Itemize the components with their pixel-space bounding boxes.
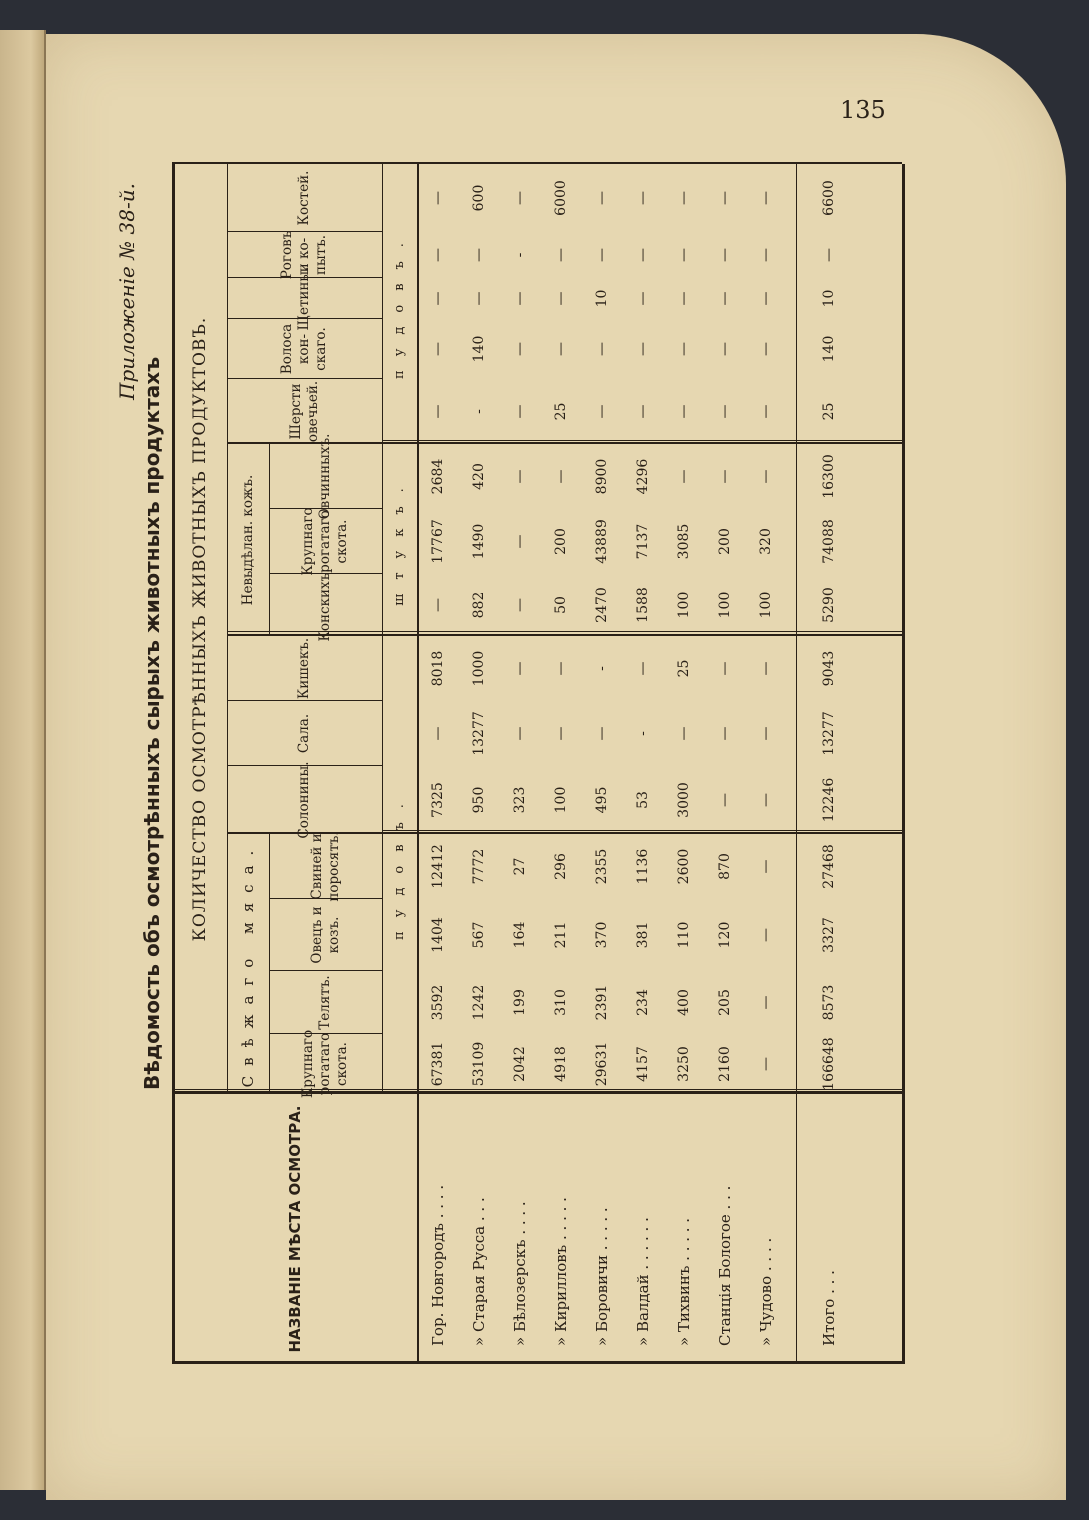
table-cell: — [634, 191, 651, 205]
table-cell: — [757, 793, 774, 807]
table-rule [227, 231, 382, 232]
column-header: Волоса кон-скаго. [279, 323, 329, 375]
table-cell: 29631 [593, 1041, 610, 1087]
table-cell: — [634, 661, 651, 676]
table-rule [227, 765, 382, 766]
column-header: Щетины. [296, 266, 313, 331]
total-cell: 27468 [820, 844, 837, 889]
main-quantity-header: КОЛИЧЕСТВО ОСМОТРѢННЫХЪ ЖИВОТНЫХЪ ПРОДУКТОВЪ. [189, 316, 210, 942]
table-rule [172, 1091, 902, 1094]
table-cell: 205 [716, 989, 733, 1016]
table-cell: 1588 [634, 587, 651, 623]
table-cell: 870 [716, 853, 733, 880]
table-cell: — [757, 928, 774, 942]
table-cell: — [511, 661, 528, 676]
table-cell: 8018 [429, 650, 446, 687]
total-cell: 12246 [820, 777, 837, 823]
table-cell: — [757, 248, 774, 262]
table-cell: 2600 [675, 848, 692, 885]
table-cell: - [511, 252, 528, 258]
table-cell: 296 [552, 853, 569, 880]
table-cell: — [429, 404, 446, 419]
table-cell: 25 [552, 402, 569, 421]
table-rule [227, 832, 902, 834]
table-cell: 320 [757, 528, 774, 555]
table-cell: 4918 [552, 1046, 569, 1082]
table-cell: — [429, 726, 446, 741]
total-cell: 5290 [820, 587, 837, 623]
table-cell: — [757, 726, 774, 741]
table-cell: — [716, 291, 733, 306]
row-place-name: Гор. Новгородъ . . . . [428, 1184, 447, 1346]
table-cell: — [552, 248, 569, 262]
table-cell: 199 [511, 989, 528, 1016]
adjacent-page-edge [0, 30, 46, 1490]
table-cell: - [470, 409, 487, 414]
table-cell: — [757, 859, 774, 874]
table-cell: — [757, 1057, 774, 1071]
table-rule [172, 164, 175, 1364]
table-rule [417, 164, 419, 1364]
table-rule [269, 508, 382, 509]
unit-label-pieces: штукъ. [392, 474, 407, 606]
total-cell: 16300 [820, 454, 837, 499]
table-cell: — [757, 342, 774, 356]
column-header: Свиней и поросятъ. [308, 831, 342, 902]
table-cell: — [634, 342, 651, 356]
place-name-header: НАЗВАНІЕ МѢСТА ОСМОТРА. [285, 1105, 304, 1353]
unit-label-poods-2: пудовъ. [392, 229, 407, 379]
table-cell: — [593, 404, 610, 419]
column-header: Конскихъ. [317, 568, 334, 642]
table-rule [227, 318, 382, 319]
table-cell: 140 [470, 335, 487, 363]
table-cell: — [675, 726, 692, 741]
table-cell: 310 [552, 989, 569, 1016]
table-rule [227, 277, 382, 278]
table-cell: — [716, 404, 733, 419]
table-cell: 10 [593, 289, 610, 308]
table-cell: 2160 [716, 1046, 733, 1082]
table-cell: — [429, 291, 446, 306]
table-cell: 1136 [634, 848, 651, 885]
column-header: Крупнаго рогатаго скота. [300, 507, 350, 576]
table-cell: 3592 [429, 984, 446, 1021]
table-rule [269, 1033, 382, 1034]
column-header: Кишекъ. [296, 637, 313, 700]
table-cell: — [634, 404, 651, 419]
table-cell: 100 [716, 591, 733, 619]
table-rule [172, 1089, 902, 1090]
total-cell: 74088 [820, 519, 837, 564]
table-rule [227, 442, 902, 444]
table-cell: — [511, 191, 528, 205]
table-cell: — [675, 404, 692, 419]
row-place-name: » Тихвинъ . . . . . [674, 1217, 693, 1346]
table-cell: 400 [675, 989, 692, 1016]
total-cell: 9043 [820, 650, 837, 687]
table-rule [382, 164, 383, 1094]
table-cell: 164 [511, 921, 528, 949]
total-cell: — [820, 248, 837, 262]
total-cell: 166648 [820, 1037, 837, 1091]
column-header: Роговъ и ко-пытъ. [279, 230, 329, 280]
undressed-hides-group-header: Невыдѣлан. кожъ. [239, 474, 256, 606]
table-cell: — [429, 342, 446, 356]
table-rule [269, 898, 382, 899]
table-cell: — [470, 248, 487, 262]
row-place-name: » Бѣлозерскъ . . . . [510, 1201, 529, 1346]
table-cell: 100 [552, 786, 569, 814]
row-place-name: » Боровичи . . . . . [592, 1207, 611, 1346]
table-cell: 2684 [429, 458, 446, 495]
table-cell: 1404 [429, 917, 446, 953]
table-cell: 600 [470, 184, 487, 212]
total-cell: 25 [820, 402, 837, 421]
table-cell: 200 [716, 528, 733, 555]
table-cell: — [757, 191, 774, 205]
table-cell: 3085 [675, 523, 692, 560]
column-header: Овецъ и козъ. [308, 906, 342, 964]
table-cell: 25 [675, 659, 692, 678]
table-cell: — [716, 726, 733, 741]
table-rule [227, 164, 228, 1094]
table-cell: 110 [675, 921, 692, 949]
table-cell: 2470 [593, 587, 610, 623]
table-rule [269, 970, 382, 971]
table-cell: 67381 [429, 1041, 446, 1087]
table-cell: — [511, 404, 528, 419]
table-cell: 43889 [593, 519, 610, 564]
appendix-label: Приложеніе № 38-й. [115, 183, 139, 400]
table-cell: — [552, 291, 569, 306]
table-cell: 1000 [470, 650, 487, 687]
table-cell: 7772 [470, 848, 487, 885]
table-cell: 3000 [675, 782, 692, 818]
table-cell: 495 [593, 786, 610, 814]
table-cell: — [716, 191, 733, 205]
row-place-name: » Кирилловъ . . . . . [551, 1197, 570, 1346]
table-cell: 27 [511, 857, 528, 876]
table-cell: — [593, 248, 610, 262]
table-rule [796, 164, 797, 1364]
column-header: Солонины. [296, 761, 313, 839]
table-rule [902, 164, 905, 1364]
table-cell: — [552, 469, 569, 484]
table-cell: 50 [552, 596, 569, 614]
table-cell: — [716, 793, 733, 807]
document-title: Вѣдомость объ осмотрѣнныхъ сырыхъ животныхъ продуктахъ [140, 356, 164, 1090]
total-row-label: Итого . . . [819, 1270, 838, 1346]
table-cell: — [429, 598, 446, 612]
table-cell: 882 [470, 591, 487, 619]
table-rule [227, 631, 902, 632]
table-cell: — [511, 598, 528, 612]
table-cell: — [675, 248, 692, 262]
table-cell: — [593, 342, 610, 356]
table-cell: 7325 [429, 782, 446, 818]
table-cell: — [634, 248, 651, 262]
unit-label-poods: пудовъ. [392, 790, 407, 940]
table-cell: - [634, 731, 651, 736]
table-cell: — [757, 661, 774, 676]
table-cell: — [716, 248, 733, 262]
column-header: Крупнаго рогатаго скота. [300, 1029, 350, 1099]
table-cell: — [675, 291, 692, 306]
table-cell: — [675, 469, 692, 484]
table-cell: 234 [634, 989, 651, 1016]
table-cell: 53 [634, 791, 651, 809]
table-cell: — [511, 469, 528, 484]
table-cell: 200 [552, 528, 569, 555]
table-cell: 1242 [470, 984, 487, 1021]
table-cell: 2355 [593, 848, 610, 885]
table-cell: — [716, 469, 733, 484]
table-cell: 100 [675, 591, 692, 619]
table-rule [269, 573, 382, 574]
table-cell: 120 [716, 921, 733, 949]
table-cell: — [511, 534, 528, 549]
table-cell: — [593, 726, 610, 741]
table-cell: 4157 [634, 1046, 651, 1082]
table-cell: — [593, 191, 610, 205]
inspection-table [172, 164, 902, 1364]
table-rule [382, 830, 902, 831]
table-rule [172, 162, 902, 164]
table-cell: 13277 [470, 711, 487, 756]
table-cell: 7137 [634, 523, 651, 560]
table-cell: — [511, 342, 528, 356]
table-cell: — [552, 726, 569, 741]
table-cell: 6000 [552, 180, 569, 216]
table-cell: — [757, 404, 774, 419]
table-rule [227, 634, 902, 636]
table-cell: 211 [552, 921, 569, 949]
table-rule [269, 444, 270, 636]
table-cell: 1490 [470, 523, 487, 560]
table-cell: — [757, 469, 774, 484]
table-cell: 2391 [593, 984, 610, 1021]
table-cell: 381 [634, 921, 651, 949]
table-cell: — [716, 661, 733, 676]
column-header: Овчинныхъ. [317, 433, 334, 520]
table-cell: 950 [470, 786, 487, 814]
total-cell: 10 [820, 289, 837, 308]
table-cell: — [716, 342, 733, 356]
table-cell: 3250 [675, 1046, 692, 1082]
table-cell: 53109 [470, 1041, 487, 1087]
table-cell: 370 [593, 921, 610, 949]
row-place-name: Станція Бологое . . . [715, 1185, 734, 1346]
total-cell: 3327 [820, 917, 837, 953]
table-cell: 8900 [593, 458, 610, 495]
page-number: 135 [840, 96, 886, 124]
table-cell: 323 [511, 786, 528, 814]
table-cell: - [593, 666, 610, 671]
fresh-meat-group-header: Свѣжаго мяса. [239, 840, 257, 1088]
table-rule [172, 1361, 902, 1364]
row-place-name: » Старая Русса . . . [469, 1197, 488, 1346]
table-cell: 12412 [429, 844, 446, 889]
table-cell: — [552, 342, 569, 356]
table-cell: — [634, 291, 651, 306]
table-cell: — [429, 191, 446, 205]
table-cell: 4296 [634, 458, 651, 495]
column-header: Телятъ. [317, 975, 334, 1030]
table-rule [382, 440, 902, 441]
column-header: Костей. [296, 170, 313, 226]
table-cell: 2042 [511, 1046, 528, 1082]
column-header: Сала. [296, 713, 313, 754]
table-cell: 567 [470, 921, 487, 949]
table-rule [227, 378, 382, 379]
table-cell: 17767 [429, 519, 446, 564]
table-cell: 420 [470, 463, 487, 490]
total-cell: 13277 [820, 711, 837, 756]
column-header: Шерсти овечьей. [287, 380, 321, 443]
total-cell: 6600 [820, 180, 837, 216]
table-cell: — [511, 291, 528, 306]
table-cell: 100 [757, 591, 774, 619]
table-cell: — [470, 291, 487, 306]
total-cell: 8573 [820, 984, 837, 1021]
table-cell: — [757, 995, 774, 1010]
table-cell: — [675, 342, 692, 356]
table-cell: — [675, 191, 692, 205]
table-rule [227, 700, 382, 701]
table-rule [269, 834, 270, 1094]
row-place-name: » Валдай . . . . . . [633, 1217, 652, 1346]
table-cell: — [552, 661, 569, 676]
row-place-name: » Чудово . . . . [756, 1237, 775, 1346]
table-cell: — [757, 291, 774, 306]
total-cell: 140 [820, 335, 837, 363]
table-cell: — [511, 726, 528, 741]
table-cell: — [429, 248, 446, 262]
